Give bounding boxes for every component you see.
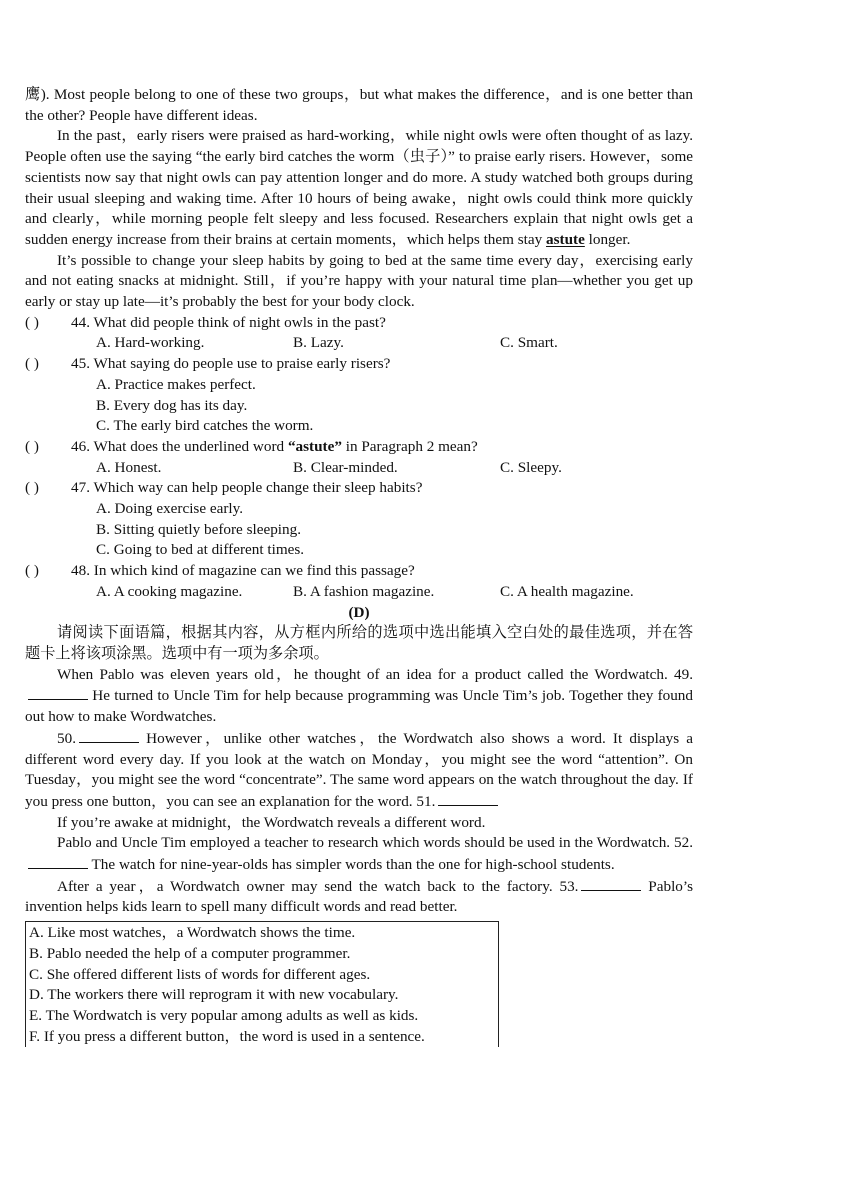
passage-paragraph-2: It’s possible to change your sleep habits by going to bed at the same time every day，exercising early and not eating snacks at midnight. Still，if you’re happy with your natural time plan—whether you get up early or stay up late—it’s probably the best for your body clock. xyxy=(25,251,693,311)
paragraph-text: The watch for nine-year-olds has simpler words than the one for high-school students. xyxy=(91,856,615,874)
question-stem: 47. Which way can help people change their sleep habits? xyxy=(71,479,423,497)
question-48-options xyxy=(25,582,693,603)
option-c: C. Smart. xyxy=(500,334,558,352)
blank-number-49: 49. xyxy=(674,665,694,683)
answer-bracket[interactable]: ( ) xyxy=(25,355,39,373)
passage-paragraph-1 xyxy=(25,126,693,250)
option-b: B. Lazy. xyxy=(293,334,344,352)
paragraph-text: However，unlike other watches，the Wordwatch also shows a word. It displays a different word every day. If you look at the watch on Monday，you might see the word “attention”. On Tuesday，you might see the word “concentrate”. The same word appears on the watch throughout the day. If you press one button，you can see an explanation for the word. xyxy=(25,729,693,810)
question-stem: 48. In which kind of magazine can we find this passage? xyxy=(71,562,415,580)
question-48 xyxy=(25,561,693,582)
option-a: A. A cooking magazine. xyxy=(96,582,243,600)
option-a: A. Hard-working. xyxy=(96,334,205,352)
question-stem: 44. What did people think of night owls in the past? xyxy=(71,313,386,331)
blank-number-52: 52. xyxy=(674,834,694,852)
answer-bracket[interactable]: ( ) xyxy=(25,313,39,331)
option-a: A. Honest. xyxy=(96,458,162,476)
paragraph-text: After a year，a Wordwatch owner may send the watch back to the factory. xyxy=(57,877,553,895)
question-46-options xyxy=(25,458,693,479)
question-stem xyxy=(71,437,478,458)
quoted-word: “astute” xyxy=(287,437,342,455)
paragraph-1-text: In the past，early risers were praised as hard-working，while night owls were often thought of as lazy. People often use the saying “the early bird catches the worm（虫子）” to praise early risers. However，some scientists now say that night owls can pay attention longer and do more. A study watched both groups during their usual sleeping and waking time. After 10 hours of being awake，night owls could think more quickly and clearly，while morning people felt sleepy and less focused. Researchers explain that night owls get a sudden energy increase from their brains at certain moments，which helps them stay xyxy=(25,127,693,248)
stem-start: 46. What does the underlined word xyxy=(71,437,285,455)
passage-d-paragraph-5 xyxy=(25,876,693,918)
option-a: A. Practice makes perfect. xyxy=(96,375,256,393)
paragraph-text: Pablo and Uncle Tim employed a teacher to research which words should be used in the Wordwatch. xyxy=(57,834,671,852)
option-b: B. Every dog has its day. xyxy=(96,396,248,414)
blank-52[interactable] xyxy=(28,854,88,869)
option-c: C. Going to bed at different times. xyxy=(96,541,305,559)
page-content xyxy=(25,85,693,1047)
stem-end: in Paragraph 2 mean? xyxy=(345,437,478,455)
box-option-d: D. The workers there will reprogram it with new vocabulary. xyxy=(29,986,399,1004)
passage-d-paragraph-1 xyxy=(25,665,693,728)
passage-paragraph-0: 鹰). Most people belong to one of these two groups，but what makes the difference，and is one better than the other? People have different ideas. xyxy=(25,86,693,124)
option-b: B. Sitting quietly before sleeping. xyxy=(96,520,302,538)
answer-bracket[interactable]: ( ) xyxy=(25,437,39,455)
options-box xyxy=(25,921,499,1047)
passage-d-paragraph-2 xyxy=(25,728,693,813)
paragraph-1-end: longer. xyxy=(588,230,631,248)
option-c: C. Sleepy. xyxy=(500,458,562,476)
passage-d-paragraph-4 xyxy=(25,833,693,875)
passage-d-paragraph-3: If you’re awake at midnight，the Wordwatch reveals a different word. xyxy=(57,813,486,831)
paragraph-text: Pablo’s invention helps kids learn to spell many difficult words and read better. xyxy=(25,877,694,916)
option-a: A. Doing exercise early. xyxy=(96,500,244,518)
blank-50[interactable] xyxy=(79,728,139,743)
option-b: B. Clear-minded. xyxy=(293,458,398,476)
blank-51[interactable] xyxy=(438,791,498,806)
option-c: C. A health magazine. xyxy=(500,582,634,600)
question-46 xyxy=(25,437,693,458)
answer-bracket[interactable]: ( ) xyxy=(25,562,39,580)
paragraph-text: He turned to Uncle Tim for help because programming was Uncle Tim’s job. Together they found out how to make Wordwatches. xyxy=(25,687,693,726)
section-heading: (D) xyxy=(348,603,370,621)
question-44 xyxy=(25,313,693,334)
question-stem: 45. What saying do people use to praise early risers? xyxy=(71,355,391,373)
blank-number-50: 50. xyxy=(57,729,76,747)
box-option-b: B. Pablo needed the help of a computer programmer. xyxy=(29,944,351,962)
box-option-a: A. Like most watches，a Wordwatch shows the time. xyxy=(29,924,356,942)
option-c: C. The early bird catches the worm. xyxy=(96,417,314,435)
box-option-c: C. She offered different lists of words for different ages. xyxy=(29,965,371,983)
underlined-word-astute: astute xyxy=(546,230,585,248)
paragraph-text: When Pablo was eleven years old，he thought of an idea for a product called the Wordwatch. xyxy=(57,665,668,683)
blank-53[interactable] xyxy=(581,876,641,891)
answer-bracket[interactable]: ( ) xyxy=(25,479,39,497)
box-option-f: F. If you press a different button，the word is used in a sentence. xyxy=(29,1027,425,1045)
blank-number-51: 51. xyxy=(416,792,436,810)
option-b: B. A fashion magazine. xyxy=(293,582,435,600)
question-45 xyxy=(25,354,693,375)
blank-number-53: 53. xyxy=(559,877,579,895)
section-instruction: 请阅读下面语篇，根据其内容，从方框内所给的选项中选出能填入空白处的最佳选项，并在答题卡上将该项涂黑。选项中有一项为多余项。 xyxy=(25,624,693,662)
question-44-options xyxy=(25,333,693,354)
question-47 xyxy=(25,478,693,499)
blank-49[interactable] xyxy=(28,685,88,700)
box-option-e: E. The Wordwatch is very popular among adults as well as kids. xyxy=(29,1006,419,1024)
